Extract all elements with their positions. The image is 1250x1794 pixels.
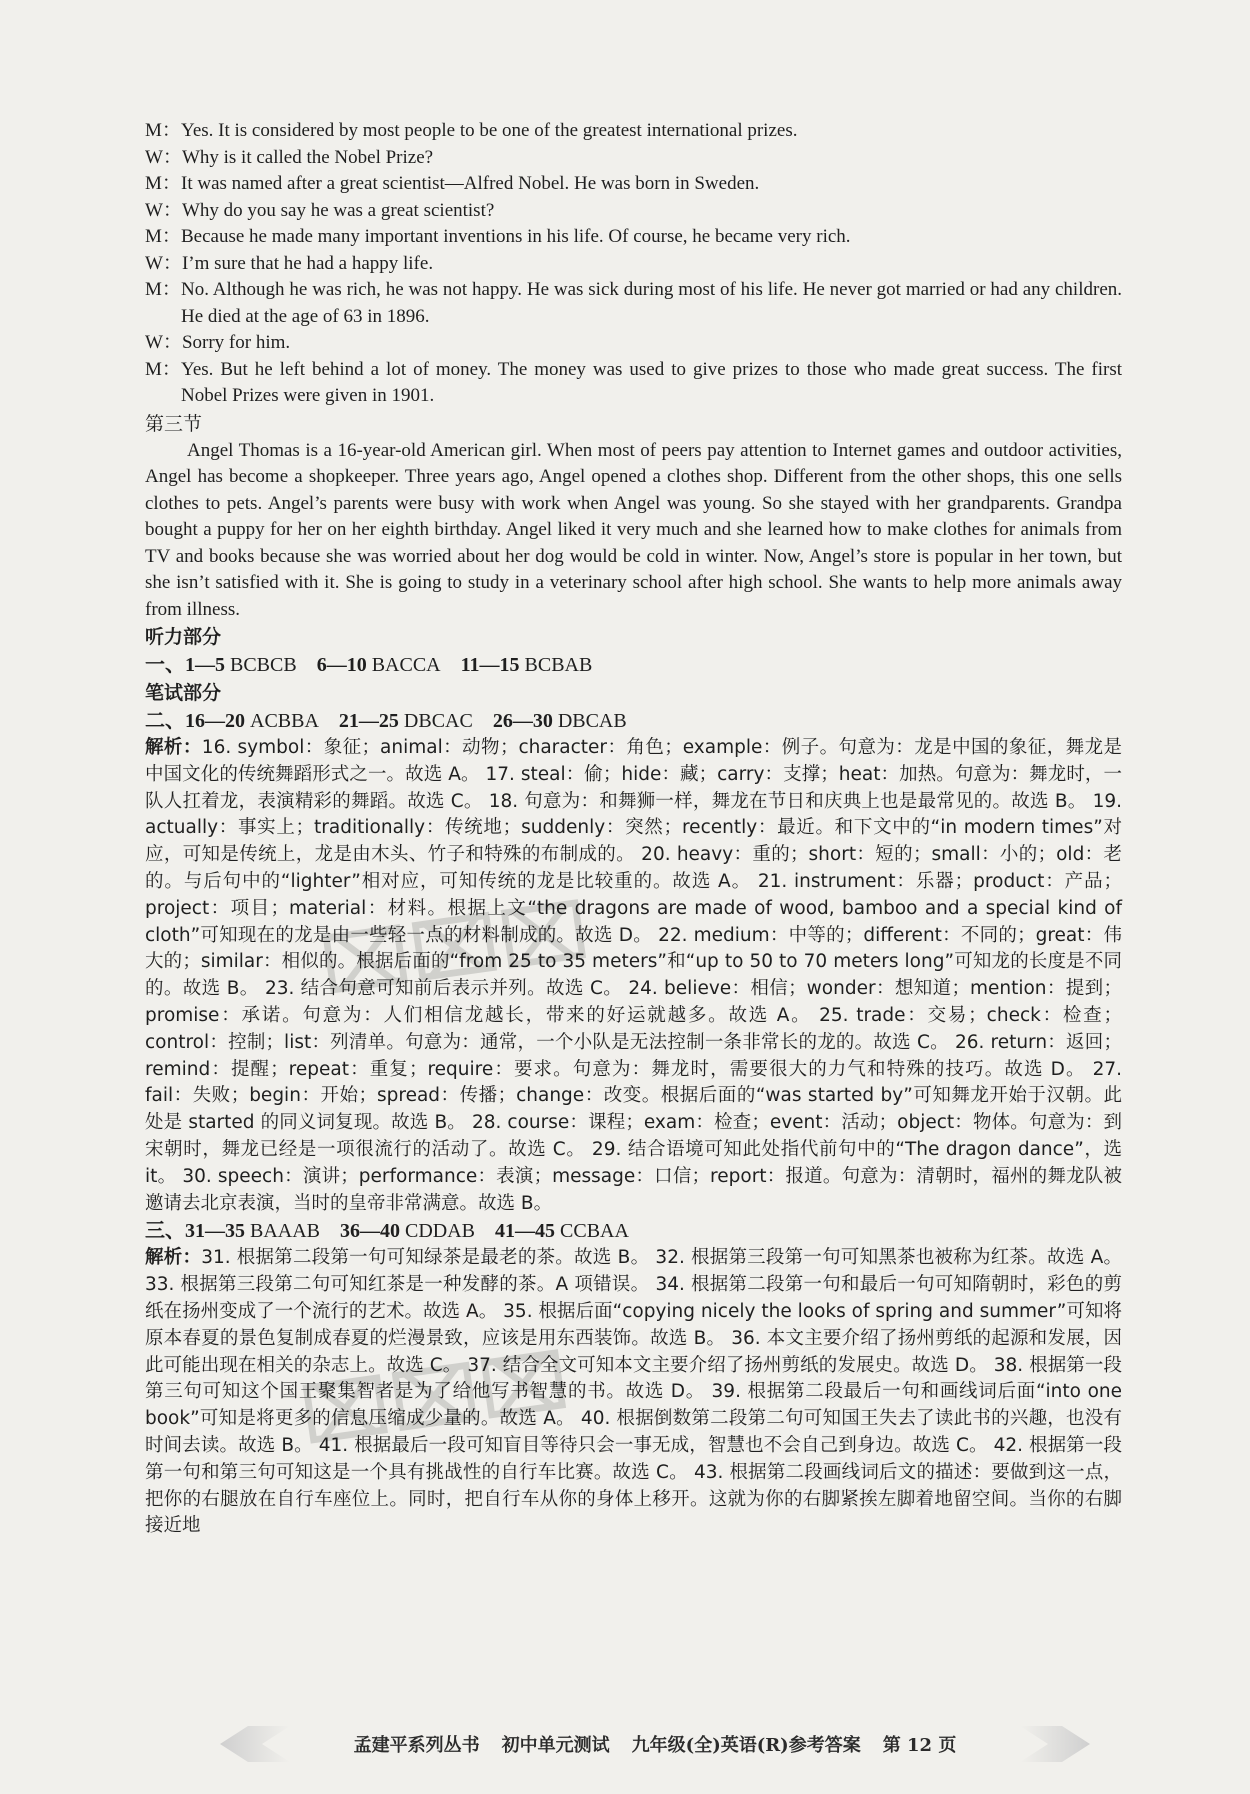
section3-passage: Angel Thomas is a 16-year-old American girl. When most of peers pay attention to Internet games and outdoor activities, Angel has become a shopkeeper. Three years ago, Angel opened a clothes shop. Different from the other shops, this one sells clothes to pets. Angel’s parents were busy with work when Angel was young. So she stayed with her grandparents. Grandpa bought a puppy for her on her eighth birthday. Angel liked it very much and she learned how to make clothes for animals from TV and books because she was worried about her dog would be cold in winter. Now, Angel’s store is popular in her town, but she isn’t satisfied with it. She is going to study in a veterinary school after high school. She wants to help more animals away from illness. — [145, 439, 1122, 620]
speaker: M： — [145, 120, 181, 141]
dialogue — [145, 118, 1122, 410]
page-suffix: 页 — [938, 1735, 957, 1756]
utterance: Because he made many important inventions in his life. Of course, he became very rich. — [181, 226, 851, 247]
watermark-stamp: ⌧⌧⌧ — [295, 1336, 575, 1464]
speaker: W： — [145, 146, 182, 168]
answer-range: 一、1—5 — [145, 654, 225, 676]
answer-keys: BCBCB — [225, 654, 297, 676]
utterance: Why do you say he was a great scientist? — [181, 199, 495, 221]
speaker: W： — [145, 199, 182, 221]
dialogue-line — [145, 357, 1122, 410]
answer-range: 二、16—20 — [145, 710, 245, 732]
footer-arrow-right-icon — [1020, 1726, 1090, 1762]
dialogue-line — [145, 118, 1122, 145]
answer-keys: ACBBA — [245, 710, 319, 732]
utterance: Sorry for him. — [181, 332, 291, 353]
utterance: No. Although he was rich, he was not happy. He was sick during most of his life. He never got married or had any children. He died at the age of 63 in 1896. — [181, 279, 1122, 327]
answer-range: 26—30 — [492, 710, 553, 732]
page-number — [883, 1731, 957, 1757]
subject-name: 九年级(全)英语(R)参考答案 — [631, 1735, 861, 1756]
section3-heading: 第三节 — [145, 412, 203, 435]
page-footer — [230, 1722, 1080, 1766]
part2-answers — [145, 707, 1122, 735]
answer-keys: DBCAB — [552, 710, 627, 732]
utterance: Yes. But he left behind a lot of money. The money was used to give prizes to those who made great success. The first Nobel Prizes were given in 1901. — [181, 358, 1122, 406]
dialogue-line — [145, 171, 1122, 198]
footer-arrow-left-icon — [220, 1726, 290, 1762]
explanation-label: 解析： — [145, 1247, 202, 1269]
dialogue-line — [145, 145, 1122, 172]
answer-range: 21—25 — [338, 710, 399, 732]
part3-explanation — [145, 1245, 1122, 1540]
answer-keys: DBCAC — [398, 710, 473, 732]
answer-keys: CDDAB — [400, 1220, 476, 1243]
dialogue-line — [145, 251, 1122, 278]
answer-keys: BCBAB — [519, 654, 593, 676]
speaker: M： — [145, 358, 181, 380]
listening-answers — [145, 651, 1122, 679]
book-name: 初中单元测试 — [501, 1735, 610, 1756]
answer-range: 11—15 — [460, 654, 520, 676]
utterance: I’m sure that he had a happy life. — [181, 252, 434, 274]
watermark-stamp: ⌧⌧⌧ — [315, 886, 595, 1014]
part2-explanation — [145, 735, 1122, 1217]
speaker: W： — [145, 252, 182, 274]
speaker: M： — [145, 279, 181, 300]
utterance: Why is it called the Nobel Prize? — [181, 146, 434, 168]
utterance: Yes. It is considered by most people to be one of the greatest international prizes. — [181, 120, 798, 141]
speaker: W： — [145, 332, 182, 353]
dialogue-line — [145, 330, 1122, 357]
explanation-text: 16. symbol：象征；animal：动物；character：角色；example：例子。句意为：龙是中国的象征，舞龙是中国文化的传统舞蹈形式之一。故选 A。 17. steal：偷；hide：藏；carry：支撑；heat：加热。句意为：舞龙时，一队人扛着龙，表演精彩的舞蹈。故选 C。 18. 句意为：和舞狮一样，舞龙在节日和庆典上也是最常见的。故选 B。 19. actually：事实上；traditionally：传统地；suddenly：突然；recently：最近。和下文中的“in modern times”对应，可知是传统上，龙是由木头、竹子和特殊的布制成的。 20. heavy：重的；short：短的；small：小的；old：老的。与后句中的“lighter”相对应，可知传统的龙是比较重的。故选 A。 21. instrument：乐器；product：产品；project：项目；material：材料。根据上文“the dragons are made of wood, bamboo and a special kind of cloth”可知现在的龙是由一些轻一点的材料制成的。故选 D。 22. medium：中等的；different：不同的；great：伟大的；similar：相似的。根据后面的“from 25 to 35 meters”和“up to 50 to 70 meters long”可知龙的长度是不同的。故选 B。 23. 结合句意可知前后表示并列。故选 C。 24. believe：相信；wonder：想知道；mention：提到；promise：承诺。句意为：人们相信龙越长，带来的好运就越多。故选 A。 25. trade：交易；check：检查；control：控制；list：列清单。句意为：通常，一个小队是无法控制一条非常长的龙的。故选 C。 26. return：返回；remind：提醒；repeat：重复；require：要求。句意为：舞龙时，需要很大的力气和特殊的技巧。故选 D。 27. fail：失败；begin：开始；spread：传播；change：改变。根据后面的“was started by”可知舞龙开始于汉朝。此处是 started 的同义词复现。故选 B。 28. course：课程；exam：检查；event：活动；object：物体。句意为：到宋朝时，舞龙已经是一项很流行的活动了。故选 C。 29. 结合语境可知此处指代前句中的“The dragon dance”，选 it。 30. speech：演讲；performance：表演；message：口信；report：报道。句意为：清朝时，福州的舞龙队被邀请去北京表演，当时的皇帝非常满意。故选 B。 — [145, 737, 1122, 1214]
listening-heading: 听力部分 — [145, 626, 222, 648]
page-no: 12 — [906, 1735, 933, 1756]
explanation-text: 31. 根据第二段第一句可知绿茶是最老的茶。故选 B。 32. 根据第三段第一句可知黑茶也被称为红茶。故选 A。 33. 根据第三段第二句可知红茶是一种发酵的茶。A 项错误。 34. 根据第二段第一句和最后一句可知隋朝时，彩色的剪纸在扬州变成了一个流行的艺术。故选 A。 35. 根据后面“copying nicely the looks of spring and summer”可知将原本春夏的景色复制成春夏的烂漫景致，应该是用东西装饰。故选 B。 36. 本文主要介绍了扬州剪纸的起源和发展，因此可能出现在相关的杂志上。故选 C。 37. 结合全文可知本文主要介绍了扬州剪纸的发展史。故选 D。 38. 根据第一段第三句可知这个国王聚集智者是为了给他写书智慧的书。故选 D。 39. 根据第二段最后一句和画线词后面“into one book”可知是将更多的信息压缩成少量的。故选 A。 40. 根据倒数第二段第二句可知国王失去了读此书的兴趣，也没有时间去读。故选 B。 41. 根据最后一段可知盲目等待只会一事无成，智慧也不会自己到身边。故选 C。 42. 根据第一段第一句和第三句可知这是一个具有挑战性的自行车比赛。故选 C。 43. 根据第二段画线词后文的描述：要做到这一点，把你的右腿放在自行车座位上。同时，把自行车从你的身体上移开。这就为你的右脚紧挨左脚着地留空间。当你的右脚接近地 — [145, 1247, 1122, 1537]
part3-answers — [145, 1217, 1122, 1245]
dialogue-line — [145, 277, 1122, 330]
page-prefix: 第 — [882, 1735, 901, 1756]
answer-keys: BACCA — [366, 654, 441, 676]
answer-range: 6—10 — [316, 654, 367, 676]
answer-range: 36—40 — [340, 1220, 401, 1243]
writing-heading: 笔试部分 — [145, 682, 222, 704]
dialogue-line — [145, 198, 1122, 225]
utterance: It was named after a great scientist—Alfred Nobel. He was born in Sweden. — [181, 173, 760, 194]
series-name: 孟建平系列丛书 — [353, 1735, 480, 1756]
answer-keys: BAAAB — [245, 1220, 321, 1243]
answer-range: 41—45 — [495, 1220, 556, 1243]
speaker: M： — [145, 173, 181, 194]
answer-range: 三、31—35 — [145, 1220, 245, 1243]
explanation-label: 解析： — [145, 737, 202, 758]
dialogue-line — [145, 224, 1122, 251]
answer-keys: CCBAA — [555, 1220, 629, 1243]
speaker: M： — [145, 226, 181, 247]
